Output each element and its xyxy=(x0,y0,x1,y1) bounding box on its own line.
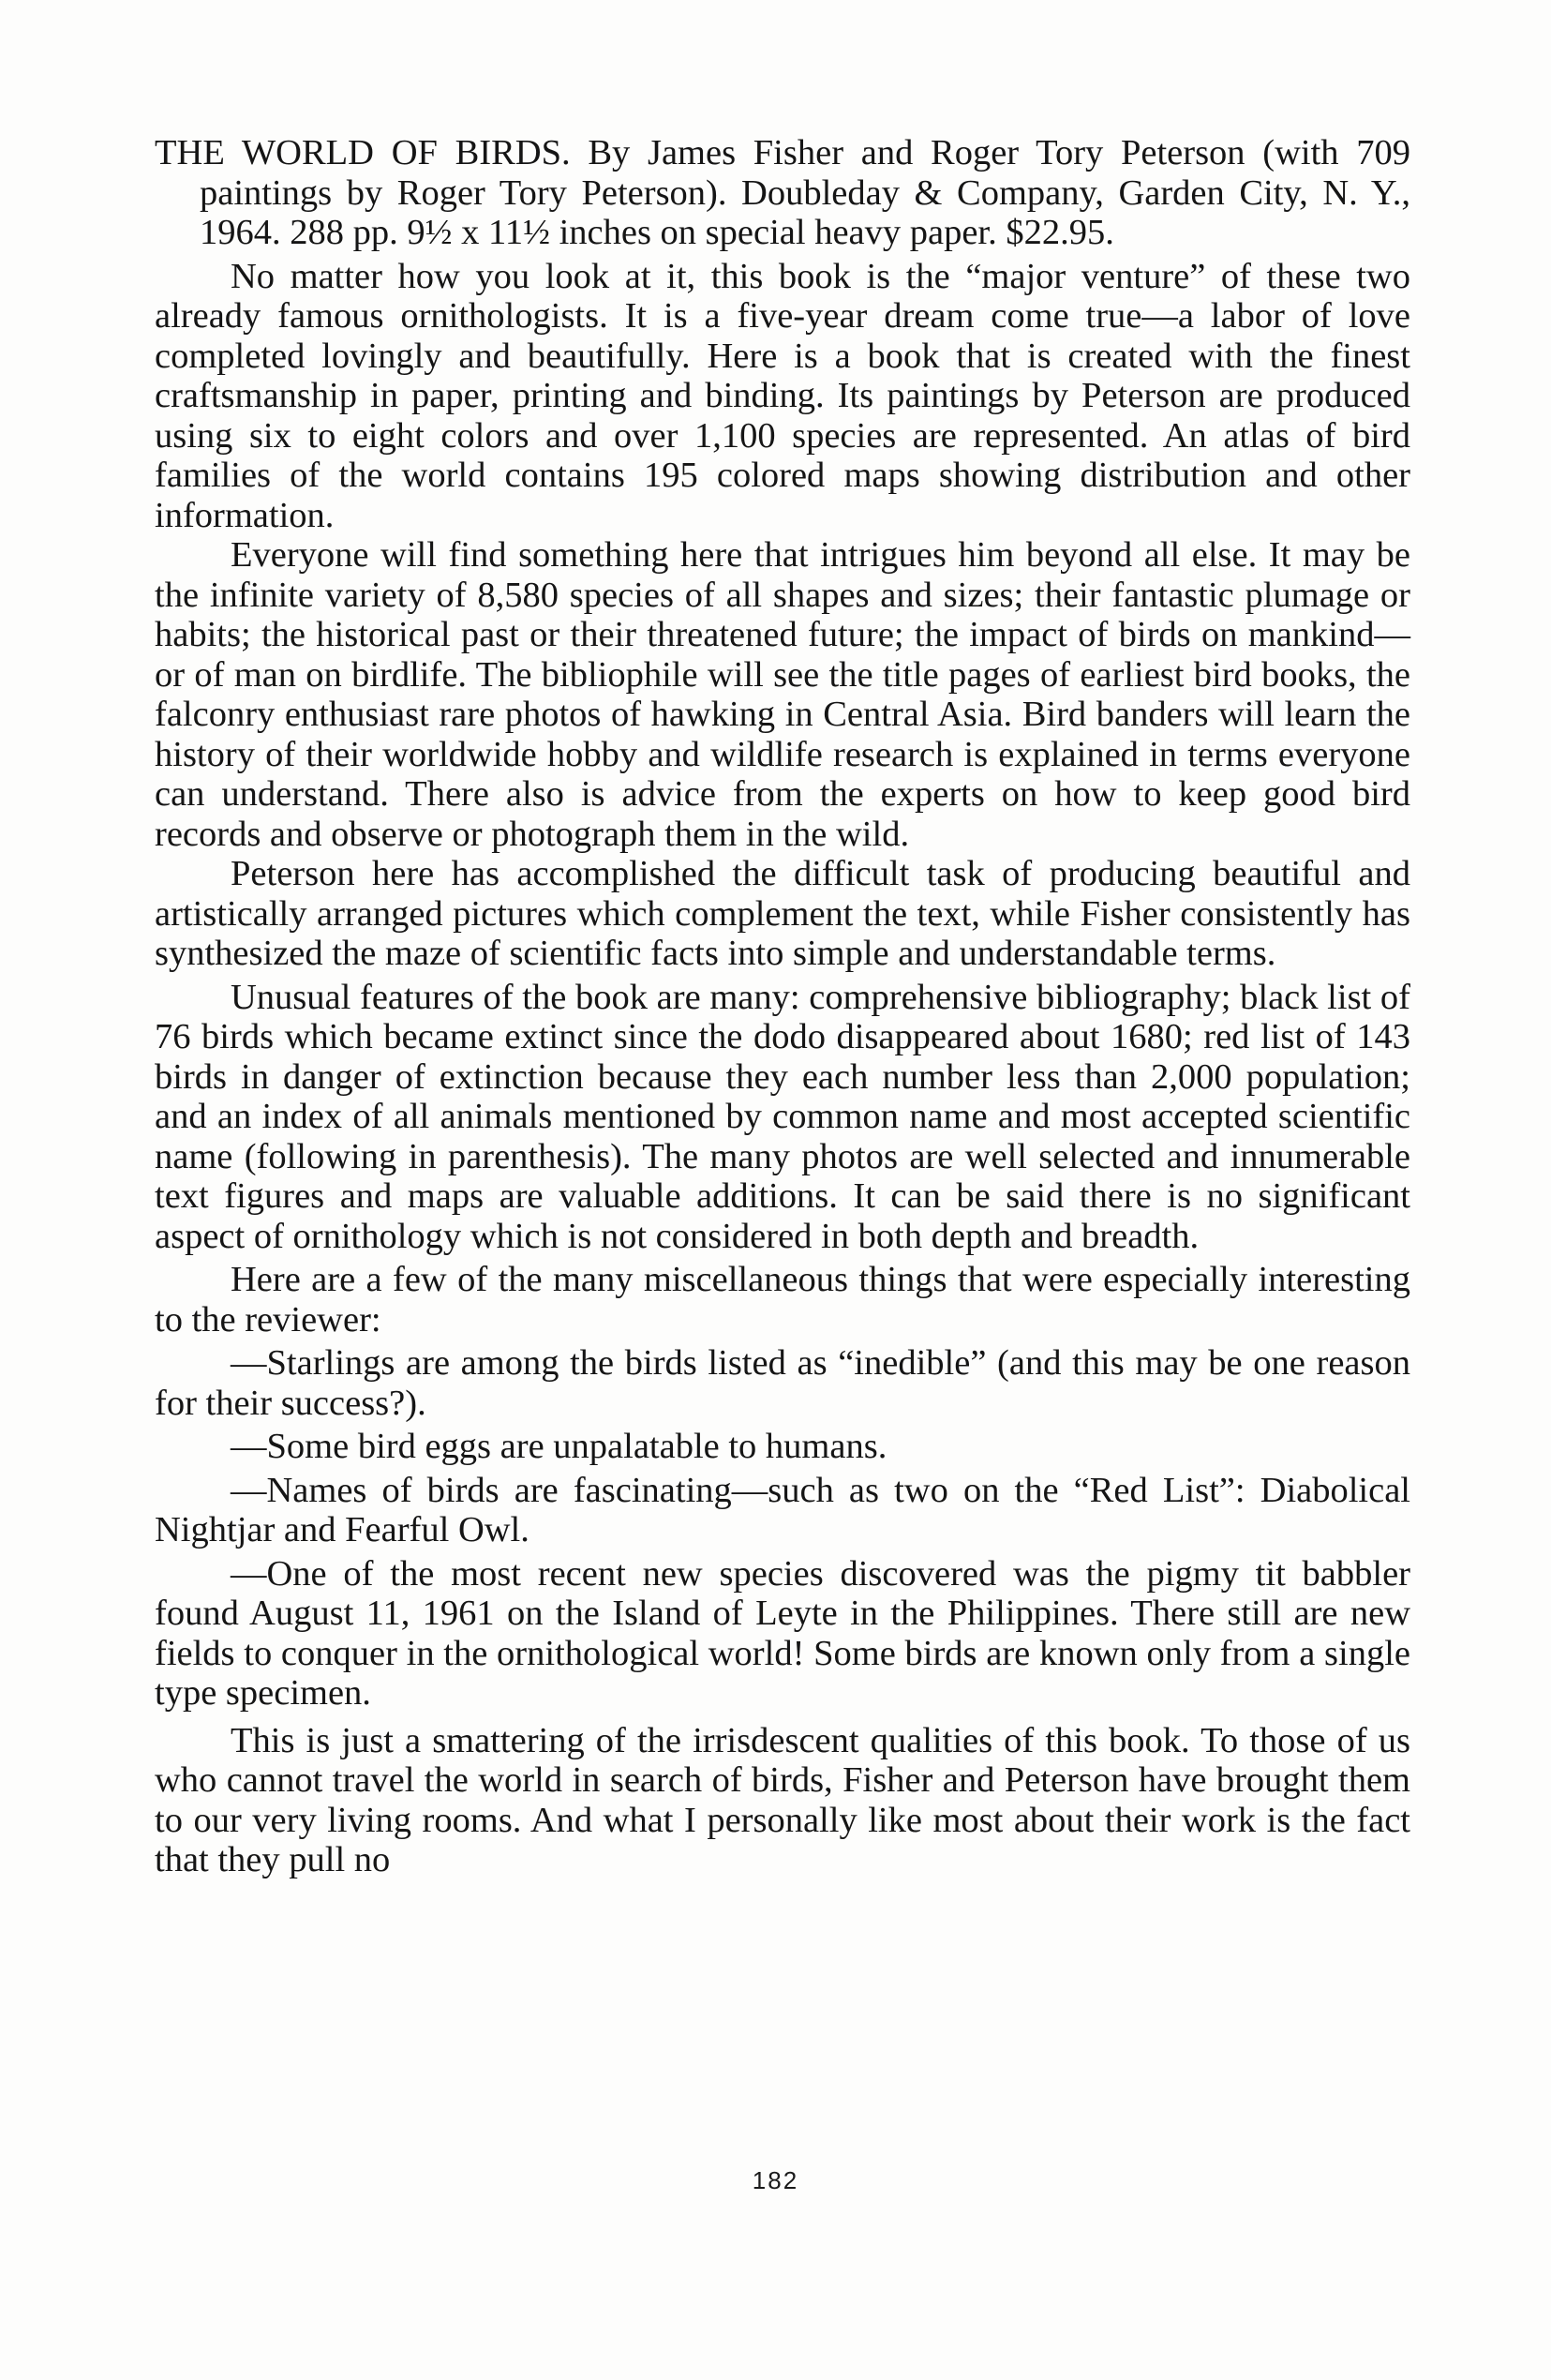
paragraph-bird-eggs: —Some bird eggs are unpalatable to humans. xyxy=(231,1427,887,1466)
page-number: 182 xyxy=(752,2166,799,2194)
paragraph-starlings: —Starlings are among the birds listed as “inedible” (and this may be one reason for their success?). xyxy=(155,1343,1410,1423)
paragraph-peterson: Peterson here has accomplished the difficult task of producing beautiful and artistically arranged pictures which complement the text, while Fisher consistently has synthesized the maze of scientific facts into simple and understandable terms. xyxy=(155,854,1410,973)
paragraph-bird-names: —Names of birds are fascinating—such as two on the “Red List”: Diabolical Nightjar and Fearful Owl. xyxy=(155,1470,1410,1549)
paragraph-smattering: This is just a smattering of the irrisdescent qualities of this book. To those of us who cannot travel the world in search of birds, Fisher and Peterson have brought them to our very living rooms. And what I personally like most about their work is the fact that they pull no xyxy=(155,1720,1410,1879)
book-citation: THE WORLD OF BIRDS. By James Fisher and Roger Tory Peterson (with 709 paintings by Roger Tory Peterson). Doubleday & Company, Garden City, N. Y., 1964. 288 pp. 9½ x 11½ inches on special heavy paper. $22.95. xyxy=(155,133,1410,252)
paragraph-miscellaneous: Here are a few of the many miscellaneous things that were especially interesting to the reviewer: xyxy=(155,1260,1410,1340)
paragraph-everyone: Everyone will find something here that intrigues him beyond all else. It may be the infinite variety of 8,580 species of all shapes and sizes; their fantastic plumage or habits; the historical past or their threatened future; the impact of birds on mankind—or of man on birdlife. The bibliophile will see the title pages of earliest bird books, the falconry enthusiast rare photos of hawking in Central Asia. Bird banders will learn the history of their worldwide hobby and wildlife research is explained in terms everyone can understand. There also is advice from the experts on how to keep good bird records and observe or photograph them in the wild. xyxy=(155,535,1410,854)
paragraph-pigmy-tit-babbler: —One of the most recent new species discovered was the pigmy tit babbler found August 11, 1961 on the Island of Leyte in the Philippines. There still are new fields to conquer in the ornithological world! Some birds are known only from a single type specimen. xyxy=(155,1553,1410,1713)
paragraph-unusual-features: Unusual features of the book are many: comprehensive bibliography; black list of 76 birds which became extinct since the dodo disappeared about 1680; red list of 143 birds in danger of extinction because they each number less than 2,000 population; and an index of all animals mentioned by common name and most accepted scientific name (following in parenthesis). The many photos are well selected and innumerable text figures and maps are valuable additions. It can be said there is no significant aspect of ornithology which is not considered in both depth and breadth. xyxy=(155,977,1410,1256)
review-body xyxy=(155,133,1410,1880)
paragraph-major-venture: No matter how you look at it, this book is the “major venture” of these two already famous ornithologists. It is a five-year dream come true—a labor of love completed lovingly and beautifully. Here is a book that is created with the finest craftsmanship in paper, printing and binding. Its paintings by Peterson are produced using six to eight colors and over 1,100 species are represented. An atlas of bird families of the world contains 195 colored maps showing distribution and other information. xyxy=(155,256,1410,535)
